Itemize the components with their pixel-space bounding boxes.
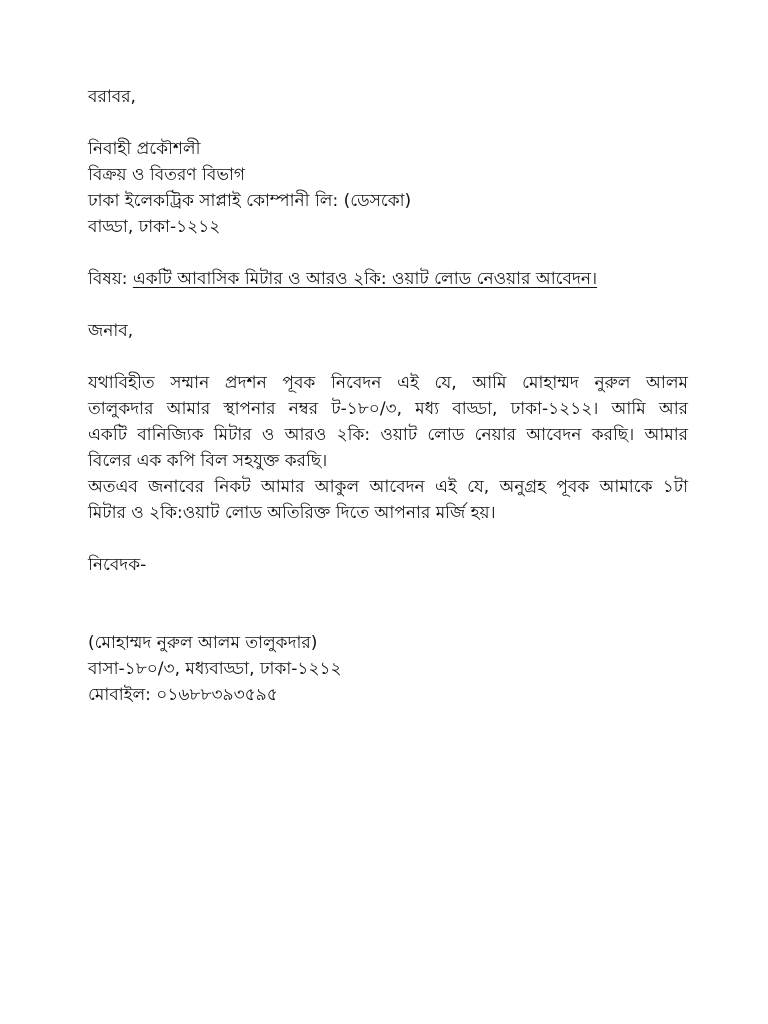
salutation-block: [88, 84, 688, 110]
sender-name: (মোহাম্মদ নুরুল আলম তালুকদার): [88, 633, 318, 653]
body-line: তালুকদার আমার স্থাপনার নম্বর ট-১৮০/৩, মধ্য বাড্ডা, ঢাকা-১২১২। আমি আর: [88, 399, 688, 419]
sender-block: [88, 630, 688, 708]
closing-block: [88, 552, 688, 578]
body-line: বিলের এক কপি বিল সহযুক্ত করছি।: [88, 451, 328, 471]
closing: নিবেদক-: [88, 555, 147, 575]
greeting-block: [88, 318, 688, 344]
recipient-designation: নিবাহী প্রকৌশলী: [88, 139, 201, 159]
body-line: যথাবিহীত সম্মান প্রদশন পূবক নিবেদন এই যে, আমি মোহাম্মদ নুরুল আলম: [88, 373, 688, 393]
recipient-block: [88, 136, 688, 240]
greeting: জনাব,: [88, 321, 134, 341]
subject-block: [88, 266, 688, 292]
body-block: [88, 370, 688, 526]
subject-text: একটি আবাসিক মিটার ও আরও ২কি: ওয়াট লোড নেওয়ার আবেদন।: [132, 269, 598, 289]
body-line: মিটার ও ২কি:ওয়াট লোড অতিরিক্ত দিতে আপনার মর্জি হয়।: [88, 503, 496, 523]
sender-address: বাসা-১৮০/৩, মধ্যবাড্ডা, ঢাকা-১২১২: [88, 659, 342, 679]
body-line: একটি বানিজ্যিক মিটার ও আরও ২কি: ওয়াট লোড নেয়ার আবেদন করছি। আমার: [88, 425, 688, 445]
subject-label: বিষয়:: [88, 269, 128, 289]
recipient-address: বাড্ডা, ঢাকা-১২১২: [88, 217, 221, 237]
sender-mobile: মোবাইল: ০১৬৮৮৩৯৩৫৯৫: [88, 685, 278, 705]
recipient-department: বিক্রয় ও বিতরণ বিভাগ: [88, 165, 246, 185]
salutation-to: বরাবর,: [88, 87, 136, 107]
recipient-company: ঢাকা ইলেকট্রিক সাপ্লাই কোম্পানী লি: (ডেসকো): [88, 191, 412, 211]
signature-space: [88, 578, 688, 630]
letter-page: [88, 84, 688, 708]
body-line: অতএব জনাবের নিকট আমার আকুল আবেদন এই যে, অনুগ্রহ পূবক আমাকে ১টা: [88, 477, 688, 497]
subject-line: [88, 266, 688, 292]
